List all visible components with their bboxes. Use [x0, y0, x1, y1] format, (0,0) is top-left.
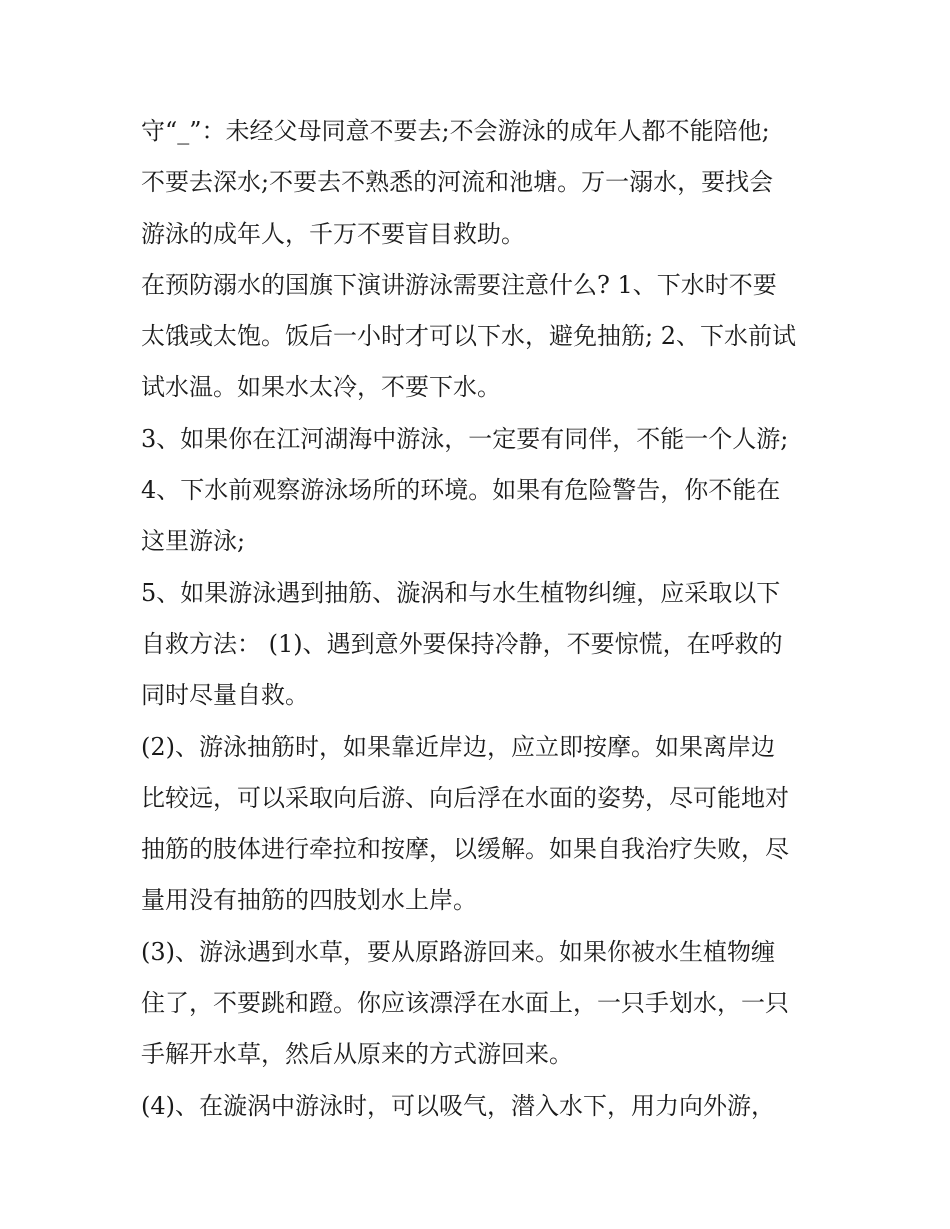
text-line: 住了，不要跳和蹬。你应该漂浮在水面上，一只手划水，一只 [141, 989, 789, 1018]
text-line: 抽筋的肢体进行牵拉和按摩，以缓解。如果自我治疗失败，尽 [141, 835, 789, 864]
text-line: 手解开水草，然后从原来的方式游回来。 [141, 1040, 573, 1069]
text-line: 自救方法： (1)、遇到意外要保持冷静，不要惊慌，在呼救的 [141, 629, 783, 658]
text-line: 守“_”：未经父母同意不要去;不会游泳的成年人都不能陪他; [141, 117, 770, 145]
text-line: (4)、在漩涡中游泳时，可以吸气，潜入水下，用力向外游， [141, 1091, 775, 1120]
text-line: 游泳的成年人，千万不要盲目救助。 [141, 219, 525, 248]
document-body [141, 106, 821, 1132]
text-line: 不要去深水;不要去不熟悉的河流和池塘。万一溺水，要找会 [141, 168, 774, 197]
text-line: 同时尽量自救。 [141, 681, 309, 710]
text-line: 试水温。如果水太冷，不要下水。 [141, 373, 501, 402]
text-line: 这里游泳; [141, 527, 246, 556]
text-line: 太饿或太饱。饭后一小时才可以下水，避免抽筋; 2、下水前试 [141, 322, 796, 351]
text-line: 4、下水前观察游泳场所的环境。如果有危险警告，你不能在 [141, 476, 781, 505]
text-line: 比较远，可以采取向后游、向后浮在水面的姿势，尽可能地对 [141, 783, 789, 812]
text-line: 5、如果游泳遇到抽筋、漩涡和与水生植物纠缠，应采取以下 [141, 578, 781, 607]
text-line: 量用没有抽筋的四肢划水上岸。 [141, 886, 477, 915]
text-line: 3、如果你在江河湖海中游泳，一定要有同伴，不能一个人游; [141, 424, 789, 453]
text-line: 在预防溺水的国旗下演讲游泳需要注意什么? 1、下水时不要 [141, 270, 777, 299]
text-line: (2)、游泳抽筋时，如果靠近岸边，应立即按摩。如果离岸边 [141, 732, 775, 761]
text-line: (3)、游泳遇到水草，要从原路游回来。如果你被水生植物缠 [141, 937, 775, 966]
